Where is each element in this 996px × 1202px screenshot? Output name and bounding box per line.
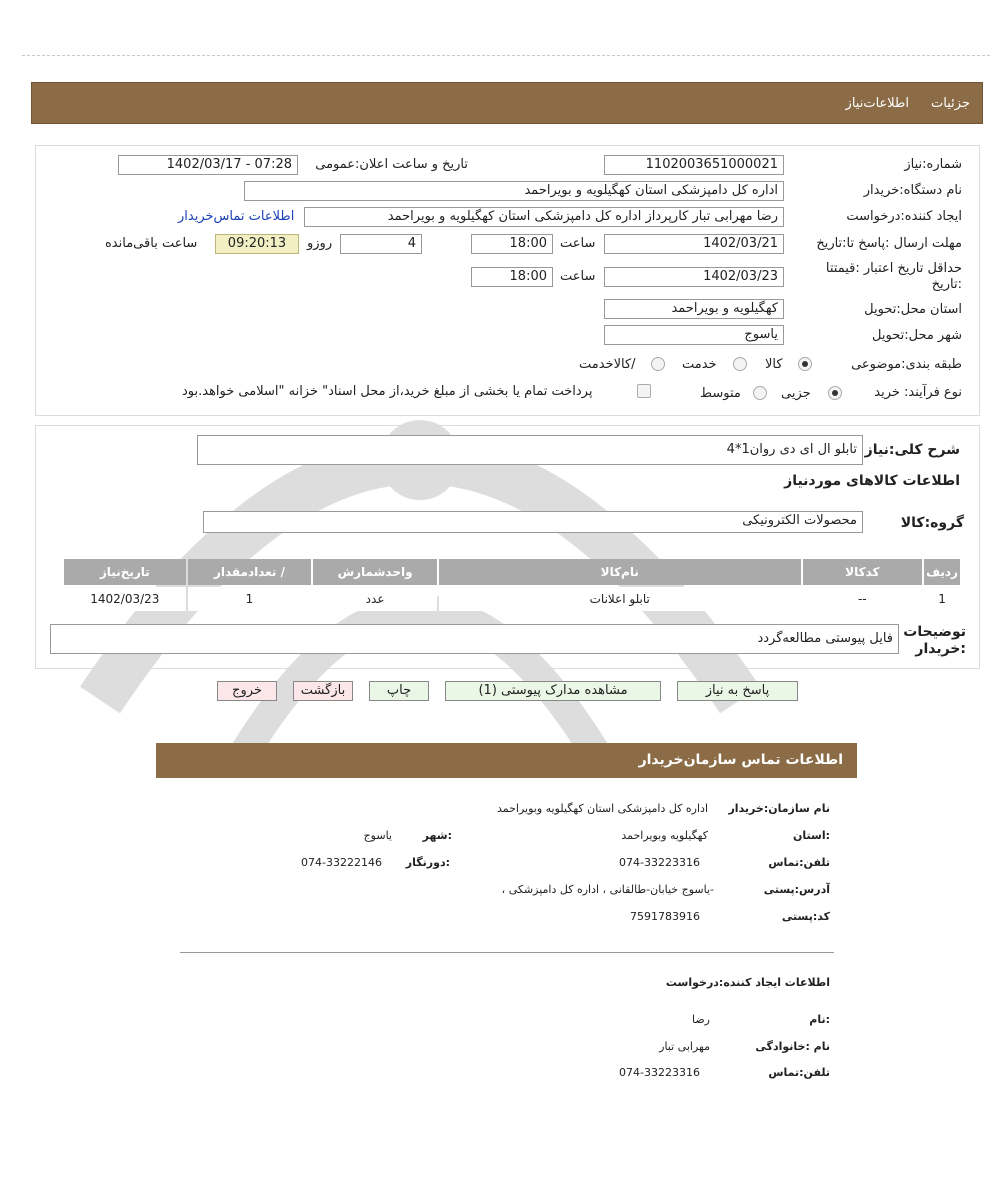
creator-label: ایجاد کننده:درخواست [846,209,962,224]
contact-city-value: یاسوج [363,829,392,842]
deadline-time-field: 18:00 [471,234,553,254]
process-radio-minor[interactable] [828,386,842,400]
buyer-notes-label-1: توضیحات [903,624,966,640]
treasury-payment-checkbox[interactable] [637,384,651,398]
category-radio-goods-service[interactable] [651,357,665,371]
requester-title: اطلاعات ایجاد کننده:درخواست [665,976,830,989]
contact-city-label: :شهر [422,829,452,842]
city-label: شهر محل:تحویل [872,328,962,343]
goods-table-header [64,559,960,585]
process-label: نوع فرآیند: خرید [874,385,962,400]
validity-label-1: حداقل تاریخ اعتبار :قیمتتا [825,261,962,276]
goods-group-label: گروه:کالا [900,515,964,531]
days-field: 4 [340,234,422,254]
cell-unit: عدد [313,587,437,611]
buyer-label: نام دستگاه:خریدار [863,183,962,198]
cell-row-number: 1 [924,587,960,611]
summary-label: شرح کلی:نیاز [864,442,960,458]
cell-item-code: -- [803,587,922,611]
address-label: آدرس:پستی [763,883,830,896]
requester-phone-value: 074-33223316 [619,1066,700,1079]
exit-button[interactable]: خروج [217,681,277,701]
validity-time-field: 18:00 [471,267,553,287]
category-goods-service-label: /کالاخدمت [579,357,636,372]
announce-label: تاریخ و ساعت اعلان:عمومی [315,157,468,172]
process-minor-label: جزیی [781,386,811,401]
requester-name-value: رضا [691,1013,710,1026]
city-field: یاسوج [604,325,784,345]
tab-need-info[interactable]: اطلاعات‌نیاز [845,96,909,111]
contact-phone-value: 074-33223316 [619,856,700,869]
category-label: طبقه بندی:موضوعی [851,357,962,372]
contact-province-value: کهگیلویه وبویراحمد [621,829,708,842]
requester-name-label: :نام [809,1013,830,1026]
fax-label: :دورنگار [405,856,450,869]
treasury-payment-note: پرداخت تمام یا بخشی از مبلغ خرید،از محل اسناد" خزانه "اسلامی خواهد.بود [182,384,593,399]
buyer-contact-link[interactable]: اطلاعات تماس‌خریدار [178,209,295,224]
category-goods-label: کالا [765,357,783,372]
buyer-contact-header [156,743,857,778]
remaining-label: ساعت باقی‌مانده [105,236,198,251]
need-number-label: شماره:نیاز [904,157,962,172]
col-item-code: کدکالا [803,559,922,585]
address-value: -یاسوج خیابان-طالقانی ، اداره کل دامپزشکی ، [501,883,714,896]
col-quantity: / تعدادمقدار [188,559,312,585]
deadline-time-label: ساعت [560,236,596,251]
back-button[interactable]: بازگشت [293,681,353,701]
process-medium-label: متوسط [700,386,741,401]
validity-date-field: 1402/03/23 [604,267,784,287]
validity-time-label: ساعت [560,269,596,284]
view-attachments-button[interactable]: مشاهده مدارک پیوستی (1) [445,681,661,701]
goods-group-field: محصولات الکترونیکی [203,511,863,533]
buyer-contact-title: اطلاعات تماس سازمان‌خریدار [638,752,843,768]
contact-phone-label: تلفن:تماس [768,856,830,869]
org-label: نام سازمان:خریدار [728,802,830,815]
category-radio-goods[interactable] [798,357,812,371]
validity-label-2: :تاریخ [931,277,962,292]
requester-family-label: نام :خانوادگی [755,1040,830,1053]
buyer-notes-field: فایل پیوستی مطالعه‌گردد [50,624,899,654]
cell-need-date: 1402/03/23 [64,587,186,611]
goods-table [62,557,962,613]
province-label: استان محل:تحویل [864,302,962,317]
print-button[interactable]: چاپ [369,681,429,701]
col-item-name: نام‌کالا [439,559,801,585]
creator-field: رضا مهرابی تبار کارپرداز اداره کل دامپزشکی استان کهگیلویه و بویراحمد [304,207,784,227]
reply-button[interactable]: پاسخ به نیاز [677,681,798,701]
category-service-label: خدمت [682,357,717,372]
category-radio-service[interactable] [733,357,747,371]
buyer-notes-label-2: :خریدار [915,641,966,657]
page-header [31,82,983,124]
postal-code-value: 7591783916 [630,910,700,923]
deadline-date-field: 1402/03/21 [604,234,784,254]
need-number-field: 1102003651000021 [604,155,784,175]
deadline-label: مهلت ارسال :پاسخ تا:تاریخ [816,236,962,251]
postal-code-label: کد:پستی [781,910,830,923]
announce-date-field: 1402/03/17 - 07:28 [118,155,298,175]
contact-province-label: :استان [793,829,830,842]
org-value: اداره کل دامپزشکی استان کهگیلویه وبویراحمد [496,802,708,815]
remaining-timer: 09:20:13 [215,234,299,254]
cell-item-name: تابلو اعلانات [439,587,801,611]
province-field: کهگیلویه و بویراحمد [604,299,784,319]
buyer-field: اداره کل دامپزشکی استان کهگیلویه و بویراحمد [244,181,784,201]
process-radio-medium[interactable] [753,386,767,400]
col-unit: واحدشمارش [313,559,437,585]
section-divider [180,952,834,953]
tab-details[interactable]: جزئیات [931,96,970,111]
requester-phone-label: تلفن:تماس [768,1066,830,1079]
table-row [64,587,960,611]
days-label: روزو [307,236,333,251]
requester-family-value: مهرابی تبار [659,1040,710,1053]
col-row-number: ردیف [924,559,960,585]
goods-info-title: اطلاعات کالاهای موردنیاز [784,473,960,489]
top-divider [22,55,990,56]
cell-quantity: 1 [188,587,312,611]
summary-field: تابلو ال ای دی روان1*4 [197,435,863,465]
fax-value: 074-33222146 [301,856,382,869]
col-need-date: تاریخ‌نیاز [64,559,186,585]
